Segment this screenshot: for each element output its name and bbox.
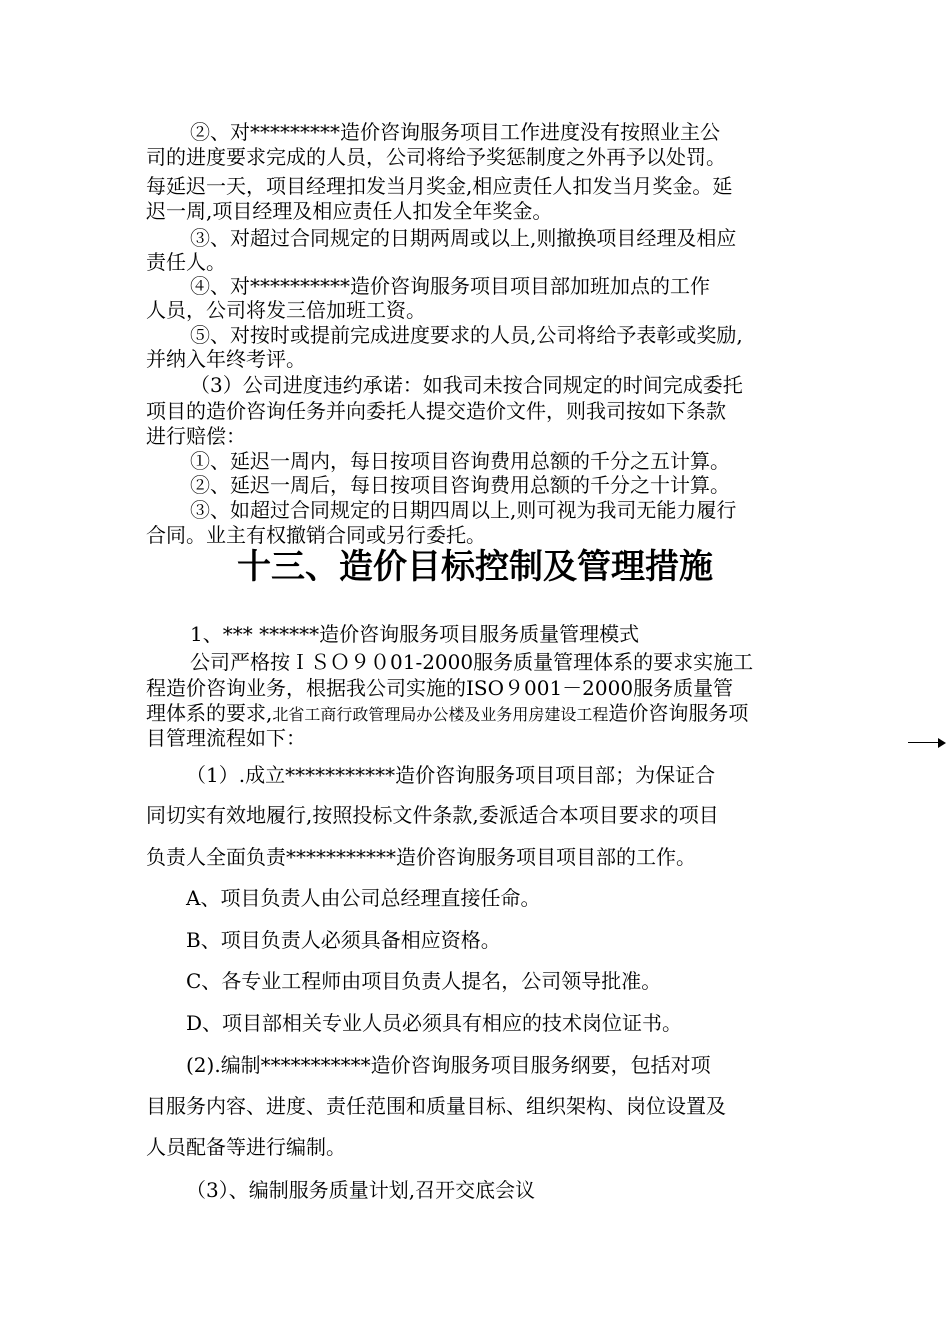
text-line: （1）.成立***********造价咨询服务项目项目部；为保证合: [186, 763, 716, 787]
text-line: 项目的造价咨询任务并向委托人提交造价文件，则我司按如下条款: [146, 399, 726, 423]
text-line: 进行赔偿：: [146, 424, 246, 448]
right-arrow-icon: [908, 732, 946, 752]
text-line: ②、延迟一周后，每日按项目咨询费用总额的千分之十计算。: [190, 473, 730, 497]
text-line: ⑤、对按时或提前完成进度要求的人员,公司将给予表彰或奖励,: [190, 323, 743, 347]
text-line: 迟一周,项目经理及相应责任人扣发全年奖金。: [146, 199, 553, 223]
text-line: C、各专业工程师由项目负责人提名，公司领导批准。: [186, 969, 662, 993]
text-line: ④、对**********造价咨询服务项目项目部加班加点的工作: [190, 274, 710, 298]
text-line: 同切实有效地履行,按照投标文件条款,委派适合本项目要求的项目: [146, 803, 719, 827]
text-line: ②、对*********造价咨询服务项目工作进度没有按照业主公: [190, 120, 720, 144]
text-line: 责任人。: [146, 250, 226, 274]
text-line: (2).编制***********造价咨询服务项目服务纲要，包括对项: [186, 1053, 711, 1077]
section-heading: 十三、造价目标控制及管理措施: [237, 547, 713, 587]
text-segment: 造价咨询服务项: [608, 701, 749, 725]
text-line: ①、延迟一周内，每日按项目咨询费用总额的千分之五计算。: [190, 449, 730, 473]
text-line: ③、如超过合同规定的日期四周以上,则可视为我司无能力履行: [190, 498, 737, 522]
text-line: 目管理流程如下：: [146, 726, 306, 750]
text-line: （3）、编制服务质量计划,召开交底会议: [186, 1178, 536, 1202]
text-line: （3）公司进度违约承诺：如我司未按合同规定的时间完成委托: [190, 373, 743, 397]
text-segment: 理体系的要求,: [146, 701, 273, 725]
text-line: B、项目负责人必须具备相应资格。: [186, 928, 501, 952]
text-line: 公司严格按ＩＳＯ９０01-2000服务质量管理体系的要求实施工: [190, 650, 754, 674]
text-line: 并纳入年终考评。: [146, 347, 306, 371]
text-line: ③、对超过合同规定的日期两周或以上,则撤换项目经理及相应: [190, 226, 737, 250]
text-segment-small: 北省工商行政管理局办公楼及业务用房建设工程: [272, 705, 609, 724]
text-line: 每延迟一天，项目经理扣发当月奖金,相应责任人扣发当月奖金。延: [146, 174, 733, 198]
text-line: 负责人全面负责***********造价咨询服务项目项目部的工作。: [146, 845, 696, 869]
text-line: 人员配备等进行编制。: [146, 1135, 346, 1159]
text-line: 程造价咨询业务，根据我公司实施的ISO９001－2000服务质量管: [146, 676, 734, 700]
text-line: 司的进度要求完成的人员，公司将给予奖惩制度之外再予以处罚。: [146, 145, 726, 169]
text-line: A、项目负责人由公司总经理直接任命。: [186, 886, 541, 910]
text-line: 合同。业主有权撤销合同或另行委托。: [146, 523, 486, 547]
section-title: 1、*** ******造价咨询服务项目服务质量管理模式: [190, 622, 640, 646]
text-line: 人员，公司将发三倍加班工资。: [146, 298, 426, 322]
text-line: [146, 701, 806, 727]
text-line: D、项目部相关专业人员必须具有相应的技术岗位证书。: [186, 1011, 683, 1035]
text-line: 目服务内容、进度、责任范围和质量目标、组织架构、岗位设置及: [146, 1094, 726, 1118]
